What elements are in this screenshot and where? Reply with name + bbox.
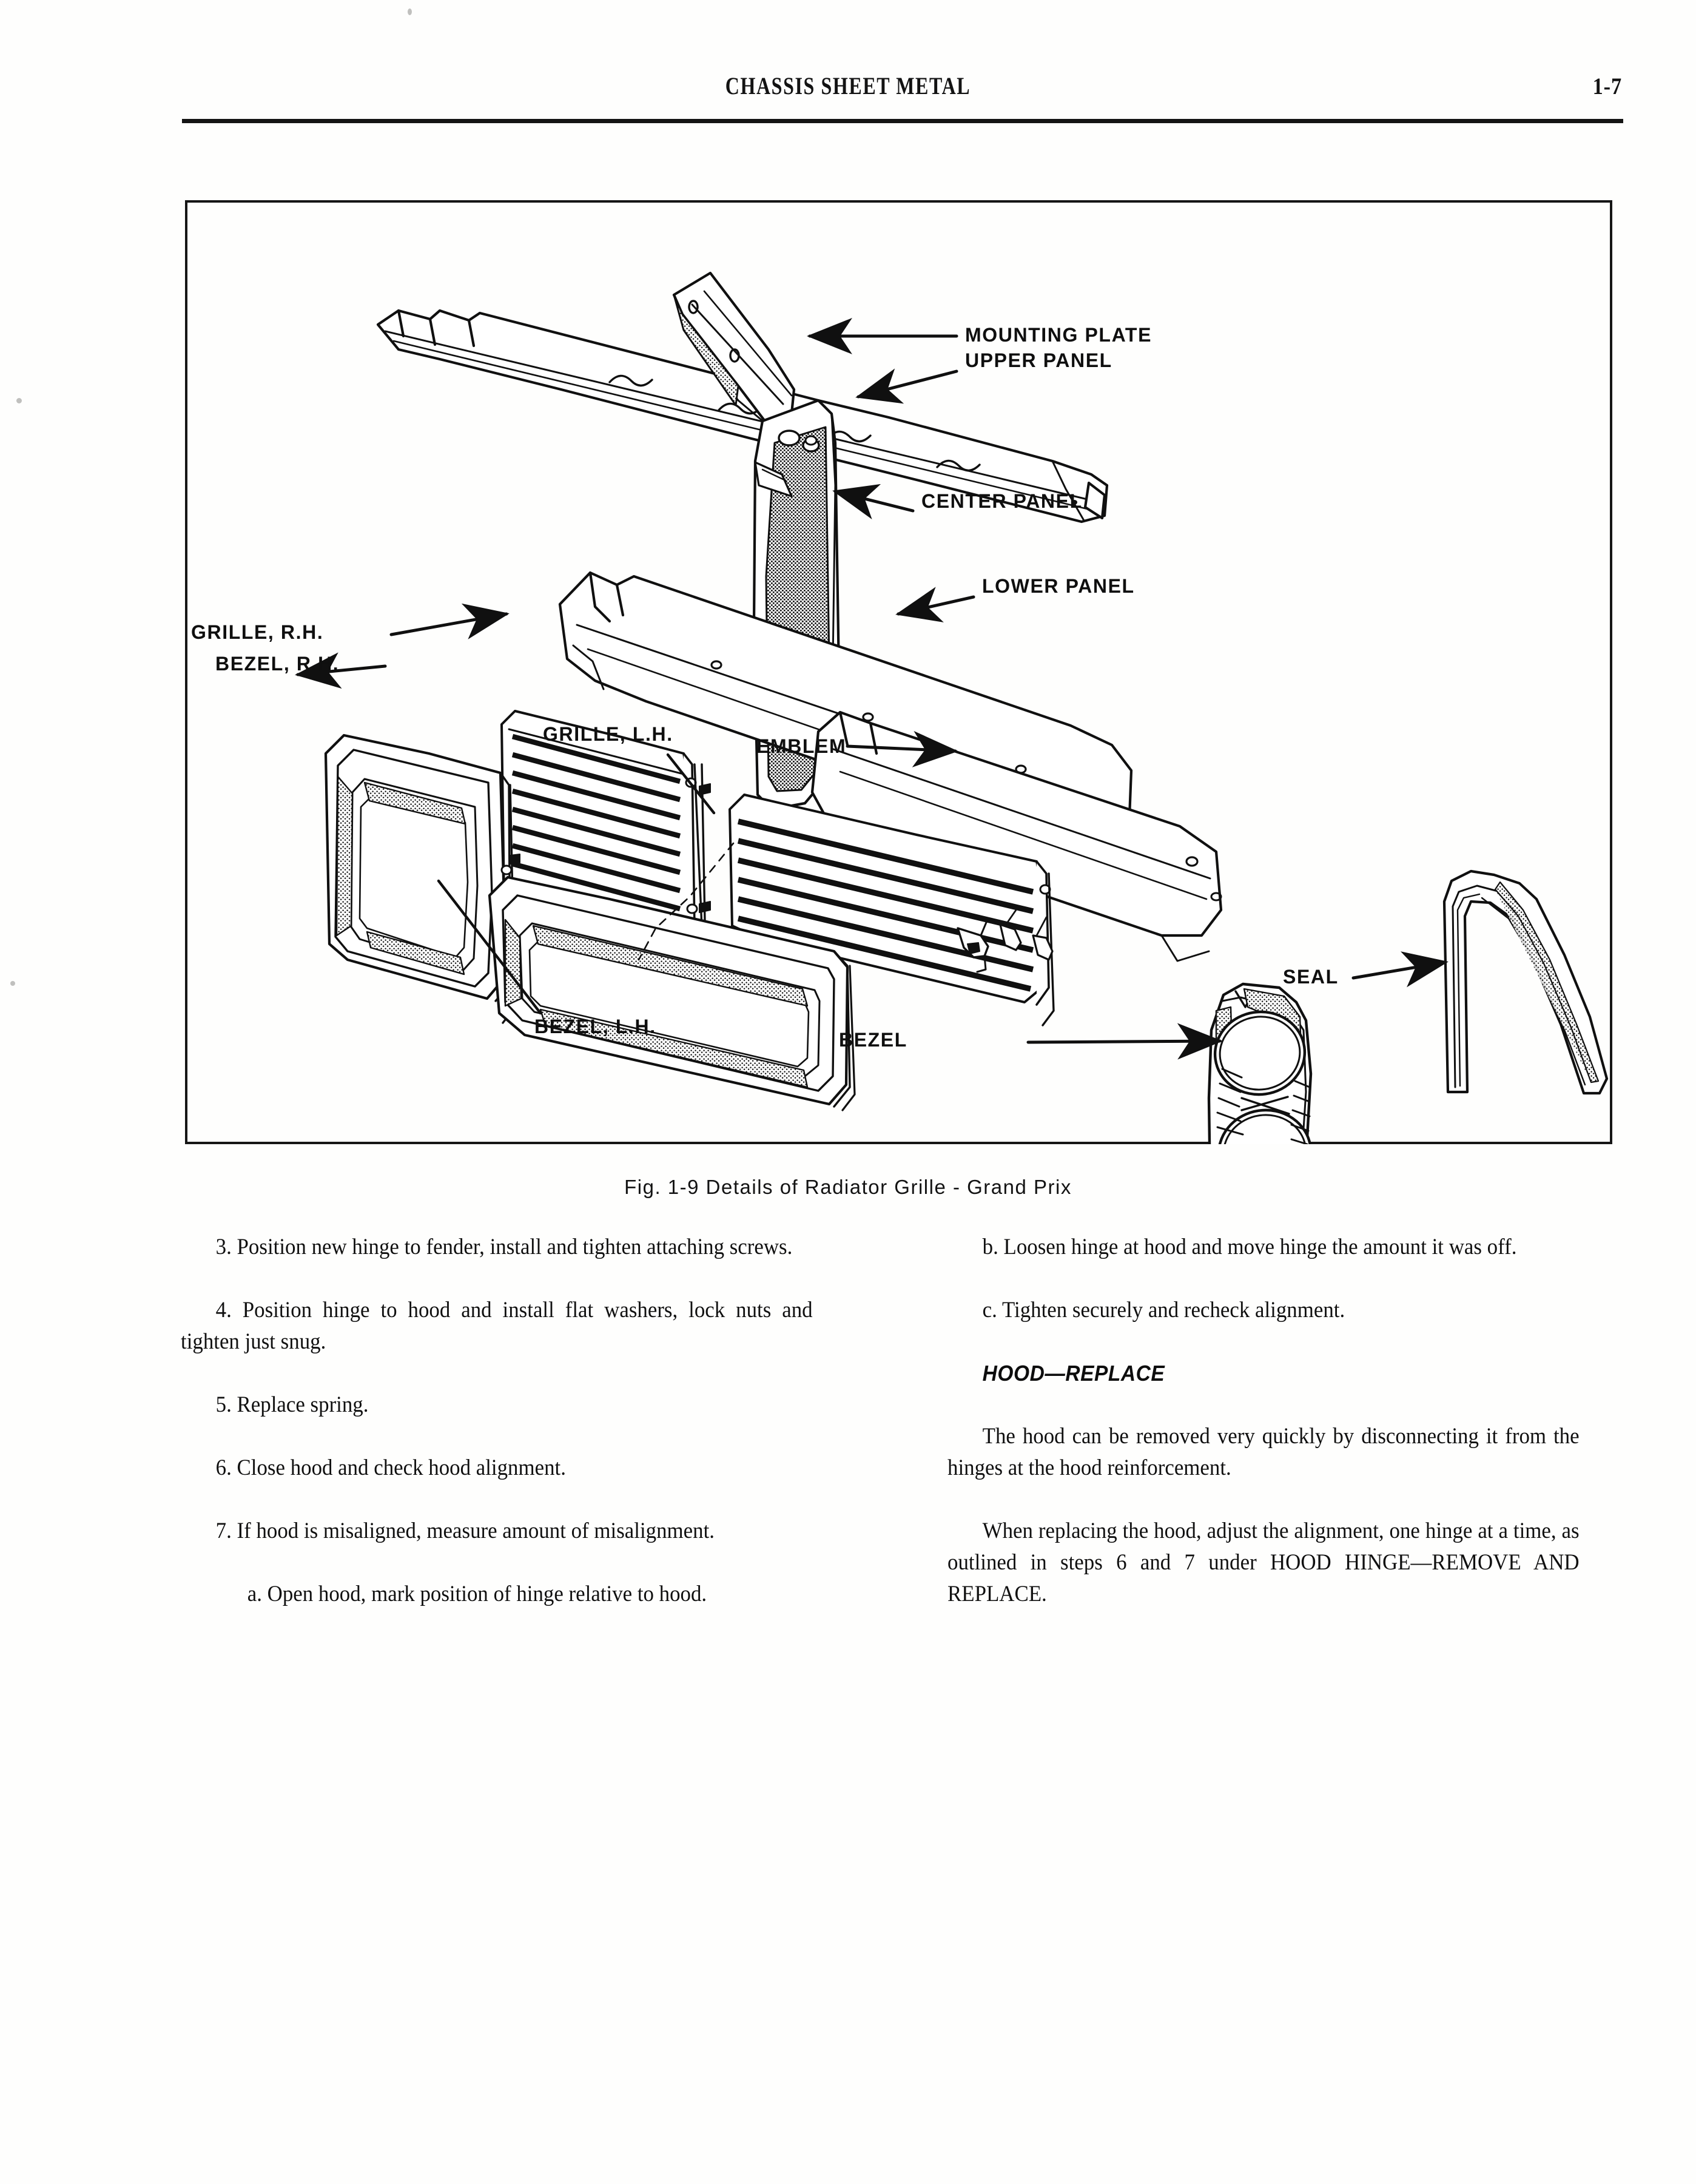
scan-speck xyxy=(16,398,22,403)
callout-center-panel: CENTER PANEL xyxy=(921,490,1083,512)
left-text-column xyxy=(181,1232,860,1610)
paragraph-step-3: 3. Position new hinge to fender, install and tighten attaching screws. xyxy=(215,1235,793,1259)
callout-lower-panel: LOWER PANEL xyxy=(982,575,1135,597)
section-heading-hood-replace: HOOD—REPLACE xyxy=(982,1361,1165,1386)
figure-illustration xyxy=(185,200,1612,1144)
callout-emblem: EMBLEM xyxy=(756,735,847,757)
callout-grille-rh: GRILLE, R.H. xyxy=(191,621,324,643)
page-title: CHASSIS SHEET METAL xyxy=(725,72,971,99)
callout-bezel-rh: BEZEL, R.H. xyxy=(215,653,340,675)
header-rule xyxy=(182,119,1623,123)
paragraph-step-7a: a. Open hood, mark position of hinge relative to hood. xyxy=(247,1582,707,1606)
radiator-grille-exploded-diagram xyxy=(185,200,1612,1144)
scan-speck xyxy=(408,8,412,15)
callout-bezel-lh: BEZEL, L.H. xyxy=(534,1016,656,1037)
callout-seal: SEAL xyxy=(1283,966,1339,988)
paragraph-hood-removal: The hood can be removed very quickly by disconnecting it from the hinges at the hood reinforcement. xyxy=(947,1424,1580,1480)
callout-mounting-plate: MOUNTING PLATE xyxy=(965,324,1153,346)
callout-grille-lh: GRILLE, L.H. xyxy=(543,723,673,745)
paragraph-step-7c: c. Tighten securely and recheck alignment. xyxy=(982,1298,1345,1323)
paragraph-hood-replacement: When replacing the hood, adjust the alignment, one hinge at a time, as outlined in steps 6 and 7 under HOOD HINGE—REMOVE AND REPLACE. xyxy=(947,1518,1580,1606)
paragraph-step-4: 4. Position hinge to hood and install flat washers, lock nuts and tighten just snug. xyxy=(181,1298,813,1354)
paragraph-step-7b: b. Loosen hinge at hood and move hinge the amount it was off. xyxy=(982,1235,1517,1259)
callout-upper-panel: UPPER PANEL xyxy=(965,349,1112,371)
page-number: 1-7 xyxy=(1592,73,1622,99)
paragraph-step-7: 7. If hood is misaligned, measure amount of misalignment. xyxy=(215,1518,715,1543)
callout-bezel: BEZEL xyxy=(839,1029,907,1051)
paragraph-step-5: 5. Replace spring. xyxy=(215,1392,369,1417)
figure-caption: Fig. 1-9 Details of Radiator Grille - Grand Prix xyxy=(624,1176,1072,1198)
right-text-column xyxy=(947,1232,1627,1610)
scan-speck xyxy=(10,981,15,986)
paragraph-step-6: 6. Close hood and check hood alignment. xyxy=(215,1455,566,1480)
page-header xyxy=(0,72,1696,114)
